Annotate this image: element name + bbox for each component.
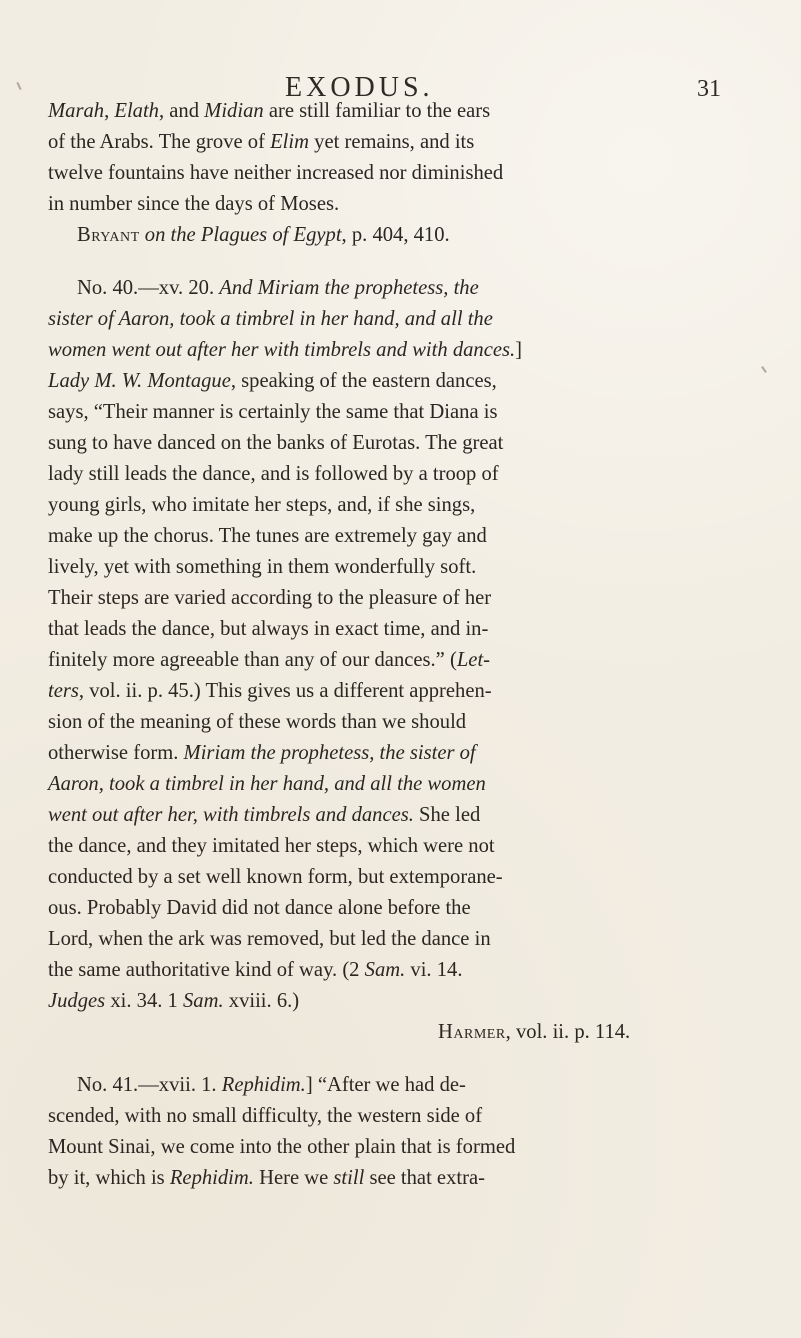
book-reference: Sam. [364, 959, 406, 981]
text-run: , speaking of the eastern dances, [230, 370, 497, 392]
entry-heading-line [48, 1070, 748, 1101]
text-run: yet remains, and its [309, 131, 475, 153]
scripture-quote: Aaron, took a timbrel in her hand, and all the women [48, 773, 486, 795]
emphasis: still [333, 1167, 365, 1189]
place-name: Elim [270, 131, 309, 153]
text-line [48, 304, 748, 335]
text-line [48, 676, 748, 707]
paragraph-gap [48, 1048, 748, 1070]
text-run: see that extra- [364, 1167, 485, 1189]
book-title: on the Plagues of Egypt [144, 224, 342, 246]
intro-paragraph [48, 96, 748, 251]
text-line [48, 769, 748, 800]
text-line [48, 645, 748, 676]
entry-no-41 [48, 1070, 748, 1194]
text-line: ous. Probably David did not dance alone before the [48, 897, 471, 919]
entry-no-40 [48, 273, 748, 1048]
text-line: lady still leads the dance, and is followed by a troop of [48, 463, 499, 485]
place-name: Rephidim. [221, 1074, 306, 1096]
citation-line [48, 220, 748, 251]
entry-number: No. 40.—xv. 20. [77, 277, 220, 299]
book-title: Let- [456, 649, 491, 671]
text-line: Their steps are varied according to the pleasure of her [48, 587, 492, 609]
text-run: of the Arabs. The grove of [48, 131, 271, 153]
place-name: Marah [48, 100, 105, 122]
text-run: the same authoritative kind of way. (2 [48, 959, 365, 981]
text-line [48, 1163, 748, 1194]
text-run: ] “After we had de- [305, 1074, 466, 1096]
text-run: xviii. 6.) [223, 990, 300, 1012]
running-head-title: EXODUS. [285, 72, 434, 103]
text-line: twelve fountains have neither increased nor diminished [48, 162, 504, 184]
author-name: Bryant [77, 224, 140, 246]
scripture-quote: And Miriam the prophetess, the [219, 277, 479, 299]
text-line: conducted by a set well known form, but extemporane- [48, 866, 503, 888]
text-line: scended, with no small difficulty, the western side of [48, 1105, 483, 1127]
text-run: , and [158, 100, 205, 122]
text-run: finitely more agreeable than any of our dances.” ( [48, 649, 457, 671]
text-line [48, 986, 748, 1017]
place-name: Midian [204, 100, 264, 122]
text-line: the dance, and they imitated her steps, which were not [48, 835, 495, 857]
citation-pages: , p. 404, 410. [341, 224, 450, 246]
text-run: , [104, 100, 115, 122]
text-line: sung to have danced on the banks of Eurotas. The great [48, 432, 504, 454]
book-title: ters [48, 680, 79, 702]
place-name: Rephidim. [169, 1167, 254, 1189]
author-name: Harmer [438, 1021, 506, 1043]
book-reference: Judges [48, 990, 106, 1012]
book-reference: Sam. [183, 990, 224, 1012]
entry-heading-line [48, 273, 748, 304]
text-line: sion of the meaning of these words than we should [48, 711, 467, 733]
text-run: xi. 34. 1 [105, 990, 183, 1012]
text-line: make up the chorus. The tunes are extremely gay and [48, 525, 487, 547]
page-number: 31 [697, 76, 721, 102]
text-line: young girls, who imitate her steps, and, if she sings, [48, 494, 476, 516]
page-edge-mark [761, 366, 767, 373]
text-line: says, “Their manner is certainly the same that Diana is [48, 401, 498, 423]
text-run: She led [413, 804, 481, 826]
text-run: , vol. ii. p. 45.) This gives us a different apprehen- [78, 680, 492, 702]
text-run: by it, which is [48, 1167, 170, 1189]
text-line: Lord, when the ark was removed, but led the dance in [48, 928, 491, 950]
text-line [48, 335, 748, 366]
scripture-quote: women went out after her with timbrels and with dances. [48, 339, 516, 361]
citation-line [48, 1017, 748, 1048]
text-line: in number since the days of Moses. [48, 193, 340, 215]
text-run: otherwise form. [48, 742, 184, 764]
place-name: Elath [114, 100, 159, 122]
text-line [48, 955, 748, 986]
text-line [48, 800, 748, 831]
page-text [48, 96, 748, 1194]
text-line: lively, yet with something in them wonderfully soft. [48, 556, 477, 578]
paragraph-gap [48, 251, 748, 273]
text-line [48, 96, 748, 127]
text-line: that leads the dance, but always in exact time, and in- [48, 618, 489, 640]
scripture-quote: went out after her, with timbrels and dances. [48, 804, 414, 826]
citation-pages: , vol. ii. p. 114. [505, 1021, 631, 1043]
scripture-quote: Miriam the prophetess, the sister of [183, 742, 476, 764]
text-line [48, 127, 748, 158]
entry-number: No. 41.—xvii. 1. [77, 1074, 222, 1096]
scripture-quote: sister of Aaron, took a timbrel in her hand, and all the [48, 308, 493, 330]
text-run: vi. 14. [405, 959, 463, 981]
text-run: Here we [253, 1167, 334, 1189]
text-line [48, 366, 748, 397]
author-name: Lady M. W. Montague [48, 370, 231, 392]
text-line [48, 738, 748, 769]
text-run: ] [515, 339, 523, 361]
text-run: are still familiar to the ears [263, 100, 491, 122]
text-line: Mount Sinai, we come into the other plain that is formed [48, 1136, 516, 1158]
